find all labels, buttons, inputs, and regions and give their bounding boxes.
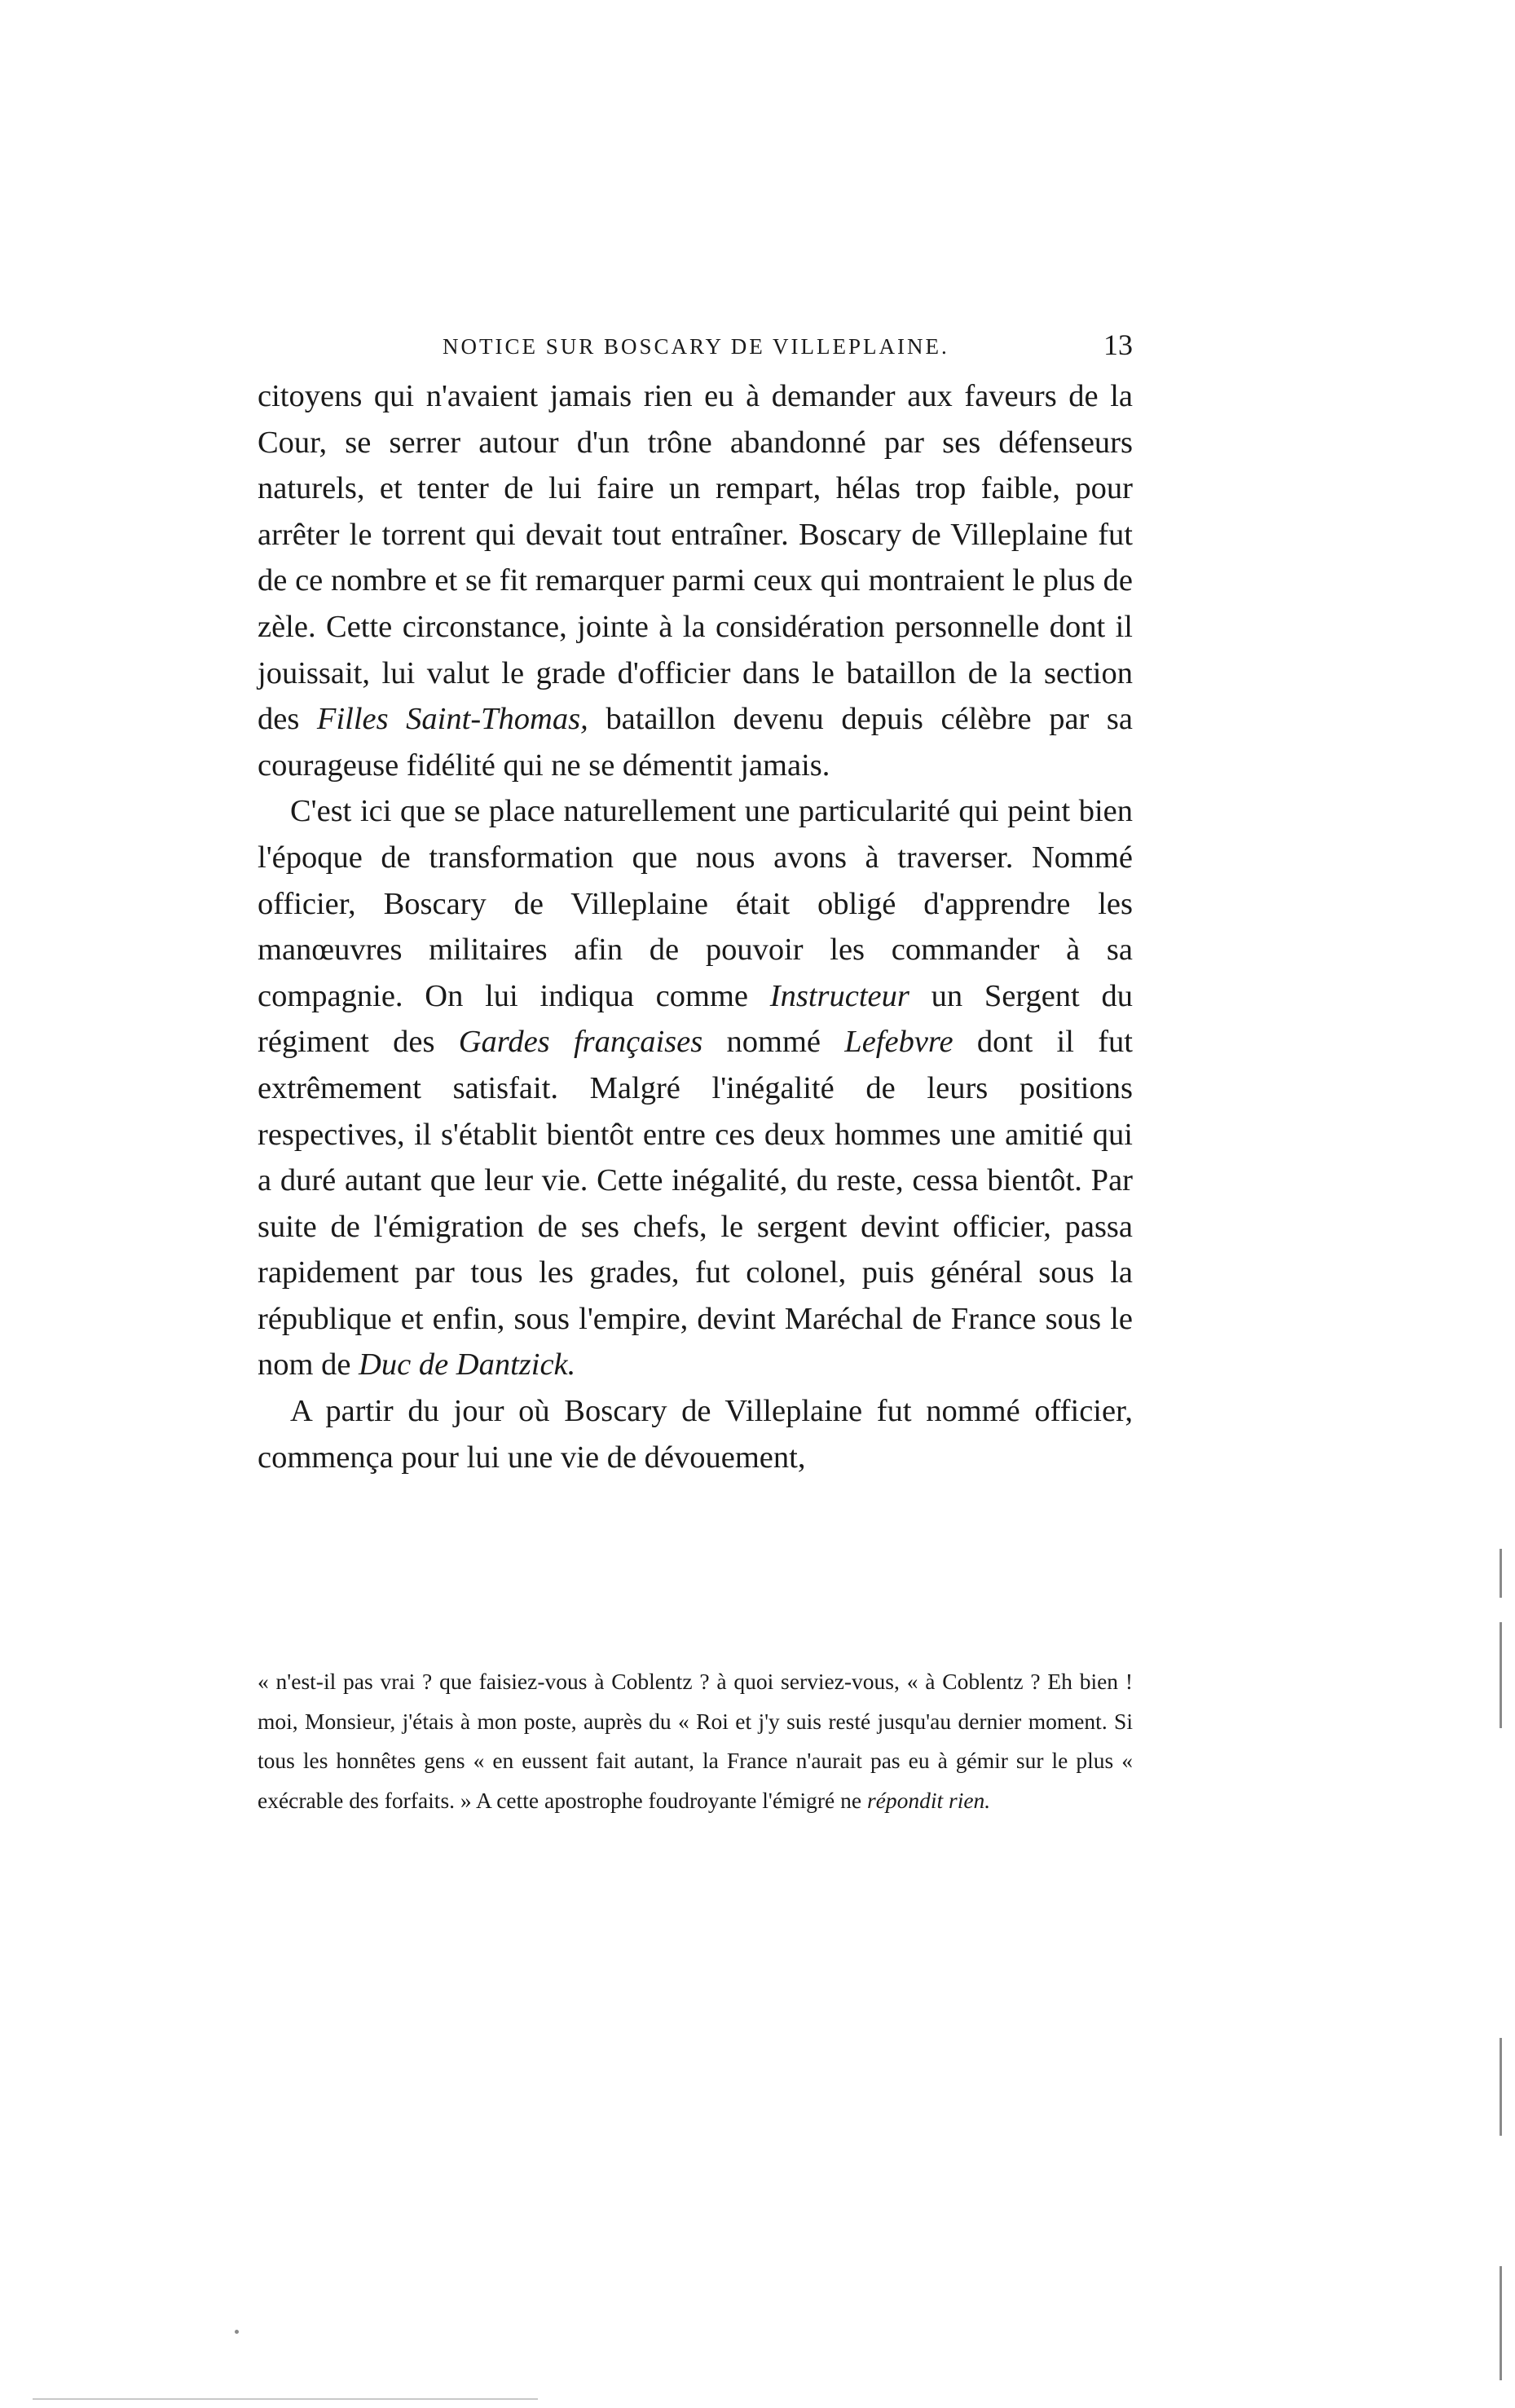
paragraph-1-italic-1: Filles Saint-Thomas,	[316, 702, 588, 737]
paragraph-1-text-2: bataillon devenu depuis célèbre par sa courageuse fidélité qui ne se démentit jamais.	[258, 702, 1134, 783]
paragraph-2-text-1: C'est ici que se place naturellement une particularité qui peint bien l'époque de transformation que nous avons à traverser. Nommé officier, Boscary de Villeplaine était obligé d'apprendre les manœuvres militaires afin de pouvoir les commander à sa compagnie. On lui indiqua comme	[258, 794, 1133, 1013]
running-head	[259, 328, 1133, 372]
footnote-text-1: « n'est-il pas vrai ? que faisiez-vous à Coblentz ? à quoi serviez-vous, « à Coblentz ? Eh bien ! moi, Monsieur, j'étais à mon poste, auprès du « Roi et j'y suis resté jusqu'au dernier moment. Si tous les honnêtes gens « en eussent fait autant, la France n'aurait pas eu à gémir sur le plus « exécrable des forfaits. » A cette apostrophe foudroyante l'émigré ne	[258, 1669, 1133, 1813]
paragraph-3-text-1: A partir du jour où Boscary de Villeplaine fut nommé officier, commença pour lui une vie de dévouement,	[258, 1394, 1133, 1475]
paragraph-1-text-1: citoyens qui n'avaient jamais rien eu à demander aux faveurs de la Cour, se serrer autour d'un trône abandonné par ses défenseurs naturels, et tenter de lui faire un rempart, hélas trop faible, pour arrêter le torrent qui devait tout entraîner. Boscary de Villeplaine fut de ce nombre et se fit remarquer parmi ceux qui montraient le plus de zèle. Cette circonstance, jointe à la considération personnelle dont il jouissait, lui valut le grade d'officier dans le bataillon de la section des	[258, 379, 1133, 737]
paragraph-2-italic-3: Lefebvre	[844, 1025, 953, 1060]
running-title: NOTICE SUR BOSCARY DE VILLEPLAINE.	[443, 334, 949, 359]
scan-dot	[235, 2330, 239, 2334]
footnote	[258, 1662, 1133, 1820]
paragraph-2-text-4: dont il fut extrêmement satisfait. Malgré l'inégalité de leurs positions respectives, il s'établit bientôt entre ces deux hommes une amitié qui a duré autant que leur vie. Cette inégalité, du reste, cessa bientôt. Par suite de l'émigration de ses chefs, le sergent devint officier, passa rapidement par tous les grades, fut colonel, puis général sous la république et enfin, sous l'empire, devint Maréchal de France sous le nom de	[258, 1025, 1134, 1383]
paragraph-2-text-3: nommé	[702, 1025, 845, 1060]
footnote-paragraph	[258, 1662, 1133, 1820]
page-number: 13	[1103, 329, 1133, 361]
scan-edge-mark-right-1	[1500, 1549, 1502, 1598]
footnote-italic-1: répondit rien.	[866, 1787, 991, 1813]
scan-edge-mark-right-4	[1500, 2266, 1502, 2380]
scan-edge-mark-right-2	[1500, 1622, 1502, 1728]
scan-edge-mark-bottom	[33, 2398, 538, 2400]
paragraph-2-text-2: un Sergent du régiment des	[258, 978, 1134, 1060]
scan-edge-mark-right-3	[1500, 2038, 1502, 2136]
paragraph-3	[258, 1388, 1133, 1480]
paragraph-2-italic-2: Gardes françaises	[458, 1025, 703, 1060]
paragraph-2-italic-1: Instructeur	[769, 978, 909, 1013]
body-text	[258, 373, 1133, 1480]
paragraph-2-italic-4: Duc de Dantzick.	[359, 1347, 576, 1383]
paragraph-1	[258, 373, 1133, 788]
paragraph-2	[258, 788, 1133, 1388]
